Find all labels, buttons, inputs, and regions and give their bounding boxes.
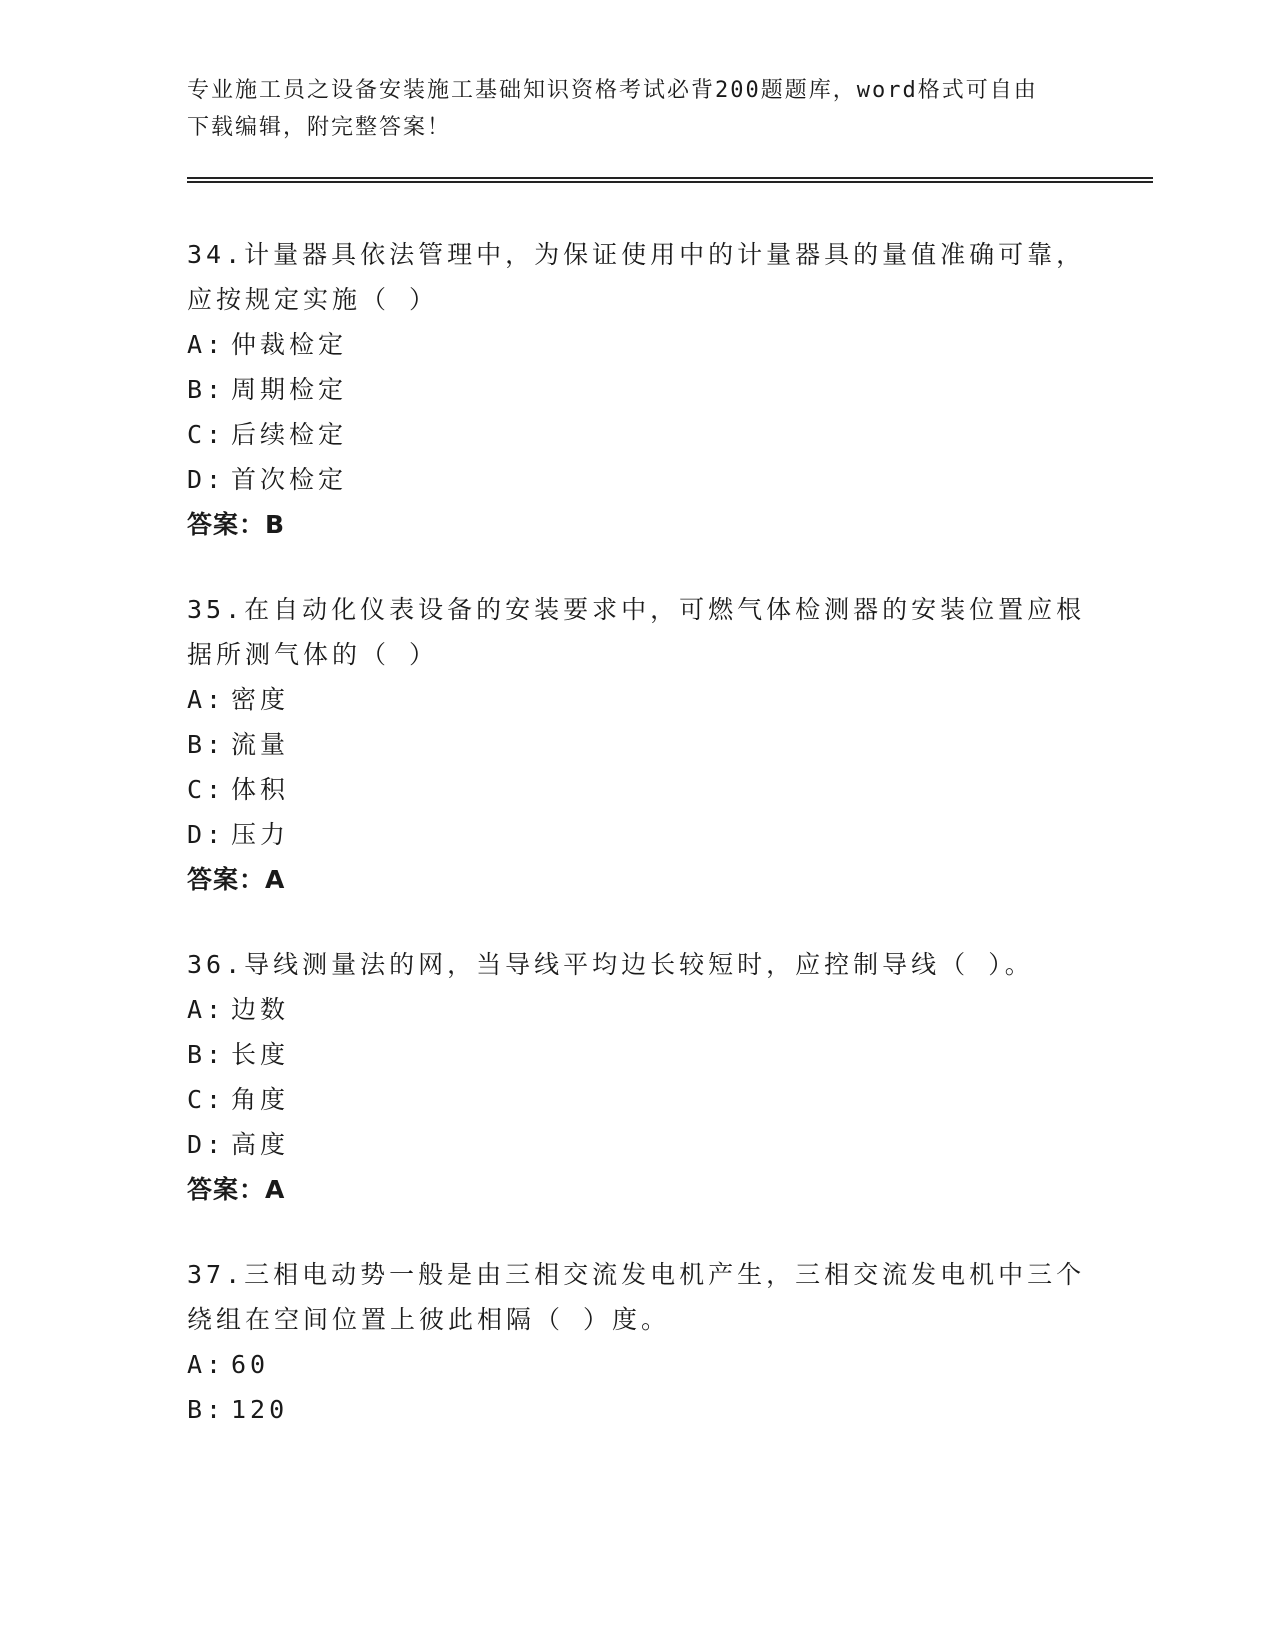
answer-value: A bbox=[265, 1175, 286, 1204]
option-d bbox=[187, 812, 1087, 857]
option-key: A: bbox=[187, 1350, 226, 1379]
document-header bbox=[187, 72, 1087, 146]
option-text: 体积 bbox=[231, 775, 290, 804]
option-text: 密度 bbox=[231, 685, 290, 714]
option-c bbox=[187, 1077, 1087, 1122]
option-key: C: bbox=[187, 420, 226, 449]
answer-line bbox=[187, 502, 1087, 547]
question-text bbox=[187, 232, 1087, 277]
question-number: 37. bbox=[187, 1260, 245, 1289]
answer-value: A bbox=[265, 865, 286, 894]
question-text-line-1: 导线测量法的网，当导线平均边长较短时，应控制导线（ ）。 bbox=[244, 950, 1034, 979]
question-34 bbox=[187, 232, 1087, 547]
option-key: A: bbox=[187, 685, 226, 714]
question-36 bbox=[187, 942, 1087, 1212]
option-key: C: bbox=[187, 1085, 226, 1114]
question-text-line-2: 据所测气体的（ ） bbox=[187, 640, 439, 669]
option-text: 流量 bbox=[231, 730, 290, 759]
header-divider bbox=[187, 177, 1153, 183]
option-text: 仲裁检定 bbox=[231, 330, 348, 359]
question-number: 35. bbox=[187, 595, 245, 624]
option-text: 60 bbox=[231, 1350, 270, 1379]
option-text: 角度 bbox=[231, 1085, 290, 1114]
header-line-1: 专业施工员之设备安装施工基础知识资格考试必背200题题库，word格式可自由 bbox=[187, 78, 1038, 103]
option-c bbox=[187, 412, 1087, 457]
option-d bbox=[187, 457, 1087, 502]
option-text: 首次检定 bbox=[231, 465, 348, 494]
option-key: D: bbox=[187, 465, 226, 494]
option-b bbox=[187, 722, 1087, 767]
option-key: C: bbox=[187, 775, 226, 804]
option-key: D: bbox=[187, 1130, 226, 1159]
question-list bbox=[187, 232, 1087, 1472]
option-text: 120 bbox=[231, 1395, 289, 1424]
question-text-line-2: 绕组在空间位置上彼此相隔（ ）度。 bbox=[187, 1305, 671, 1334]
answer-line bbox=[187, 857, 1087, 902]
option-text: 高度 bbox=[231, 1130, 290, 1159]
option-key: A: bbox=[187, 995, 226, 1024]
option-d bbox=[187, 1122, 1087, 1167]
question-37 bbox=[187, 1252, 1087, 1432]
option-a bbox=[187, 987, 1087, 1032]
option-key: B: bbox=[187, 1395, 226, 1424]
option-key: B: bbox=[187, 730, 226, 759]
option-b bbox=[187, 1032, 1087, 1077]
option-a bbox=[187, 322, 1087, 367]
option-c bbox=[187, 767, 1087, 812]
option-b bbox=[187, 1387, 1087, 1432]
question-text bbox=[187, 942, 1087, 987]
option-text: 长度 bbox=[231, 1040, 290, 1069]
question-number: 36. bbox=[187, 950, 245, 979]
answer-line bbox=[187, 1167, 1087, 1212]
question-text-line-1: 计量器具依法管理中，为保证使用中的计量器具的量值准确可靠， bbox=[244, 240, 1086, 269]
question-text-line-1: 在自动化仪表设备的安装要求中，可燃气体检测器的安装位置应根 bbox=[244, 595, 1086, 624]
question-text bbox=[187, 1252, 1087, 1297]
answer-label: 答案： bbox=[187, 510, 266, 539]
option-a bbox=[187, 677, 1087, 722]
option-a bbox=[187, 1342, 1087, 1387]
answer-label: 答案： bbox=[187, 1175, 266, 1204]
option-key: A: bbox=[187, 330, 226, 359]
option-text: 压力 bbox=[231, 820, 290, 849]
answer-label: 答案： bbox=[187, 865, 266, 894]
question-35 bbox=[187, 587, 1087, 902]
header-line-2: 下载编辑，附完整答案！ bbox=[187, 115, 452, 140]
option-text: 边数 bbox=[231, 995, 290, 1024]
option-text: 后续检定 bbox=[231, 420, 348, 449]
option-text: 周期检定 bbox=[231, 375, 348, 404]
question-text-line-1: 三相电动势一般是由三相交流发电机产生，三相交流发电机中三个 bbox=[244, 1260, 1086, 1289]
option-key: B: bbox=[187, 375, 226, 404]
question-text-line-2: 应按规定实施（ ） bbox=[187, 285, 439, 314]
option-b bbox=[187, 367, 1087, 412]
answer-value: B bbox=[265, 510, 286, 539]
question-text bbox=[187, 587, 1087, 632]
question-number: 34. bbox=[187, 240, 245, 269]
option-key: D: bbox=[187, 820, 226, 849]
option-key: B: bbox=[187, 1040, 226, 1069]
